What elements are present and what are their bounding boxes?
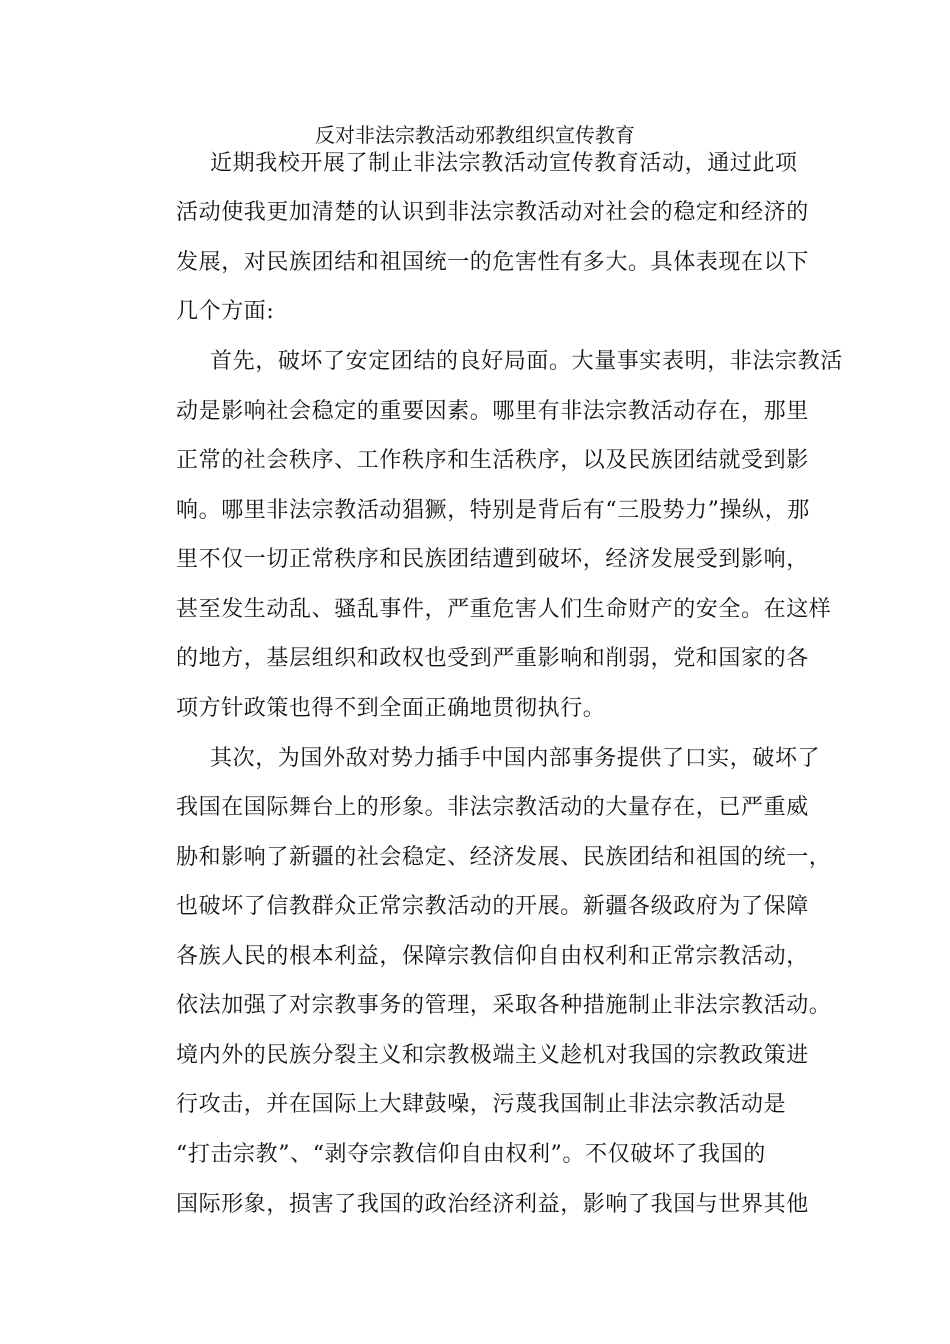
body-line: 行攻击，并在国际上大肆鼓噪，污蔑我国制止非法宗教活动是 (176, 1092, 787, 1117)
body-line: 我国在国际舞台上的形象。非法宗教活动的大量存在，已严重威 (176, 795, 809, 820)
body-line: 的地方，基层组织和政权也受到严重影响和削弱，党和国家的各 (176, 646, 809, 671)
body-line: 活动使我更加清楚的认识到非法宗教活动对社会的稳定和经济的 (176, 200, 809, 225)
body-line: 甚至发生动乱、骚乱事件，严重危害人们生命财产的安全。在这样 (176, 597, 832, 622)
body-line: 动是影响社会稳定的重要因素。哪里有非法宗教活动存在，那里 (176, 399, 809, 424)
document-title: 反对非法宗教活动邪教组织宣传教育 (315, 123, 635, 147)
body-line: 胁和影响了新疆的社会稳定、经济发展、民族团结和祖国的统一， (176, 845, 832, 870)
body-line: 里不仅一切正常秩序和民族团结遭到破坏，经济发展受到影响， (176, 547, 809, 572)
body-line: 发展，对民族团结和祖国统一的危害性有多大。具体表现在以下 (176, 250, 809, 275)
body-line: 首先，破坏了安定团结的良好局面。大量事实表明，非法宗教活 (210, 349, 843, 374)
body-line: “打击宗教”、“剥夺宗教信仰自由权利”。不仅破坏了我国的 (176, 1142, 766, 1167)
body-line: 各族人民的根本利益，保障宗教信仰自由权利和正常宗教活动， (176, 944, 809, 969)
body-line: 几个方面: (176, 299, 275, 324)
body-line: 境内外的民族分裂主义和宗教极端主义趁机对我国的宗教政策进 (176, 1043, 809, 1068)
body-line: 项方针政策也得不到全面正确地贯彻执行。 (176, 696, 606, 721)
body-line: 正常的社会秩序、工作秩序和生活秩序，以及民族团结就受到影 (176, 448, 809, 473)
body-line: 近期我校开展了制止非法宗教活动宣传教育活动，通过此项 (210, 151, 798, 176)
body-line: 也破坏了信教群众正常宗教活动的开展。新疆各级政府为了保障 (176, 894, 809, 919)
body-line: 国际形象，损害了我国的政治经济利益，影响了我国与世界其他 (176, 1192, 809, 1217)
body-line: 依法加强了对宗教事务的管理，采取各种措施制止非法宗教活动。 (176, 993, 832, 1018)
body-line: 响。哪里非法宗教活动猖獗，特别是背后有“三股势力”操纵，那 (176, 498, 810, 523)
body-line: 其次，为国外敌对势力插手中国内部事务提供了口实，破坏了 (210, 746, 821, 771)
